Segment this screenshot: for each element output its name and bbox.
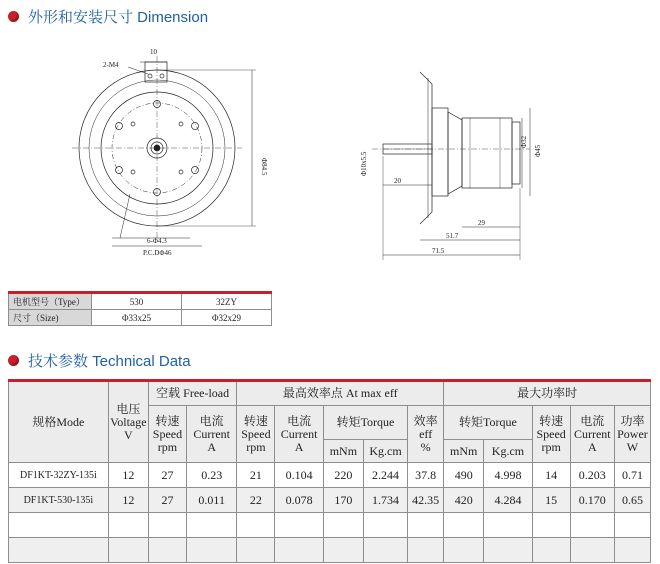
- header-eff-current: 电流 Current A: [275, 406, 323, 463]
- cell-model: DF1KT-32ZY-135i: [9, 463, 109, 488]
- cell-power: 0.71: [614, 463, 650, 488]
- hole-5: [116, 167, 123, 174]
- cell-efficiency: 42.35: [408, 488, 444, 513]
- dimension-section-title: 外形和安装尺寸 Dimension: [28, 9, 209, 26]
- red-bullet-icon: [8, 11, 19, 22]
- tab-hole-2: [160, 74, 164, 78]
- cell-free-speed: 27: [148, 488, 186, 513]
- dimension-drawing: [0, 30, 660, 270]
- header-power-current: 电流 Current A: [570, 406, 614, 463]
- table-row: [9, 463, 651, 488]
- table-row-empty: [9, 538, 651, 563]
- header-row-1: [9, 381, 651, 406]
- cell-power-speed: 14: [532, 463, 570, 488]
- cell-eff-mnm: 220: [323, 463, 363, 488]
- hole-3: [192, 167, 199, 174]
- cell-eff-speed: 21: [237, 463, 275, 488]
- flange-body: [432, 108, 448, 196]
- cell-free-speed: 27: [148, 463, 186, 488]
- hole-2: [192, 123, 199, 130]
- screw-hole-4: [131, 170, 135, 174]
- header-eff-torque: 转矩Torque: [323, 406, 407, 440]
- header-voltage: 电压 Voltage V: [108, 381, 148, 463]
- label-pcd: P.C.DΦ46: [143, 249, 172, 257]
- size-value-530: Φ33x25: [92, 310, 182, 326]
- size-row: [9, 310, 272, 326]
- cell-voltage: 12: [108, 463, 148, 488]
- type-size-table: [8, 291, 272, 326]
- label-outer-diameter: Φ84.5: [260, 158, 268, 176]
- label-top-width: 10: [150, 48, 157, 56]
- red-bullet-icon: [8, 355, 19, 366]
- table-row-empty: [9, 513, 651, 538]
- cell-power-speed: 15: [532, 488, 570, 513]
- motor-can: [462, 118, 512, 188]
- header-power-speed: 转速 Speed rpm: [532, 406, 570, 463]
- cell-eff-current: 0.078: [275, 488, 323, 513]
- cell-power-mnm: 420: [444, 488, 484, 513]
- header-free-speed: 转速 Speed rpm: [148, 406, 186, 463]
- cell-eff-mnm: 170: [323, 488, 363, 513]
- screw-hole-3: [179, 122, 183, 126]
- header-max-eff: 最高效率点 At max eff: [237, 381, 444, 406]
- cell-voltage: 12: [108, 488, 148, 513]
- label-screw: 2-M4: [103, 61, 119, 69]
- cell-power: 0.65: [614, 488, 650, 513]
- label-51-7: 51.7: [446, 232, 459, 240]
- label-holes: 6-Φ4.3: [147, 237, 167, 245]
- type-label: 电机型号（Type）: [9, 293, 92, 310]
- label-motor-diameter: Φ32: [520, 135, 528, 148]
- cell-free-current: 0.011: [186, 488, 236, 513]
- cell-efficiency: 37.8: [408, 463, 444, 488]
- type-row: [9, 293, 272, 310]
- tab-hole-1: [148, 74, 152, 78]
- front-view: [72, 56, 256, 246]
- header-power-kgcm: Kg.cm: [484, 440, 532, 463]
- type-value-32zy: 32ZY: [182, 293, 272, 310]
- header-free-current: 电流 Current A: [186, 406, 236, 463]
- header-eff-kgcm: Kg.cm: [363, 440, 407, 463]
- tech-section-header: [8, 350, 191, 371]
- cell-power-mnm: 490: [444, 463, 484, 488]
- tech-section-title: 技术参数 Technical Data: [28, 353, 191, 370]
- label-shaft: Φ10x5.5: [360, 151, 368, 176]
- cell-free-current: 0.23: [186, 463, 236, 488]
- label-71-5: 71.5: [432, 247, 445, 255]
- header-max-power: 最大功率时: [444, 381, 651, 406]
- motor-endcap: [512, 122, 520, 184]
- header-power: 功率 Power W: [614, 406, 650, 463]
- cell-eff-current: 0.104: [275, 463, 323, 488]
- cell-eff-kgcm: 1.734: [363, 488, 407, 513]
- technical-data-table: [8, 379, 651, 563]
- cell-model: DF1KT-530-135i: [9, 488, 109, 513]
- label-29: 29: [478, 219, 485, 227]
- type-value-530: 530: [92, 293, 182, 310]
- header-model: 规格Mode: [9, 381, 109, 463]
- table-row: [9, 488, 651, 513]
- cell-eff-kgcm: 2.244: [363, 463, 407, 488]
- screw-hole-1: [131, 122, 135, 126]
- header-eff-mnm: mNm: [323, 440, 363, 463]
- header-power-mnm: mNm: [444, 440, 484, 463]
- size-label: 尺寸（Size): [9, 310, 92, 326]
- label-shaft-length: 20: [394, 177, 401, 185]
- adapter: [448, 112, 462, 194]
- cell-power-current: 0.203: [570, 463, 614, 488]
- header-efficiency: 效率 eff %: [408, 406, 444, 463]
- size-value-32zy: Φ32x29: [182, 310, 272, 326]
- hole-6: [116, 123, 123, 130]
- header-eff-speed: 转速 Speed rpm: [237, 406, 275, 463]
- top-tab: [145, 62, 167, 82]
- header-power-torque: 转矩Torque: [444, 406, 532, 440]
- cell-power-kgcm: 4.284: [484, 488, 532, 513]
- screw-hole-2: [179, 170, 183, 174]
- header-free-load: 空载 Free-load: [148, 381, 236, 406]
- cell-eff-speed: 22: [237, 488, 275, 513]
- label-flange-diameter: Φ45: [534, 144, 542, 157]
- dimension-section-header: [8, 6, 208, 27]
- flange-outline: [420, 72, 432, 224]
- cell-power-kgcm: 4.998: [484, 463, 532, 488]
- cell-power-current: 0.170: [570, 488, 614, 513]
